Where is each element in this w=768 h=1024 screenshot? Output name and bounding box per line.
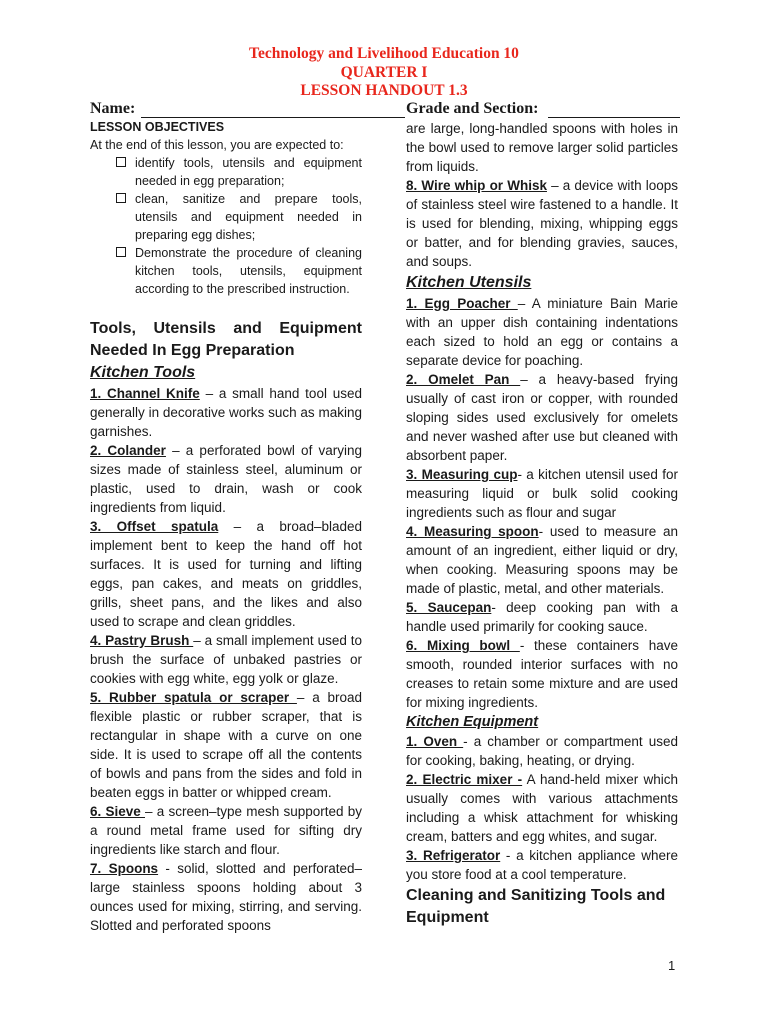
checkbox-icon [116,157,126,167]
spoons-continuation: are large, long-handled spoons with holes in the bowl used to remove larger solid particles from liquids. [406,121,678,174]
cleaning-sanitizing-heading: Cleaning and Sanitizing Tools and Equipment [406,887,666,926]
utensil-item: 1. Egg Poacher – A miniature Bain Marie with an upper dish containing indentations each sized to hold an egg or contains a separate device for poaching. [406,296,678,368]
tool-item: 3. Offset spatula – a broad–bladed implement bent to keep the hand off hot surfaces. It is used for turning and lifting eggs, pan cakes, and meats on griddles, grills, sheet pans, and the likes and also used to scrape and clean griddles. [90,519,362,629]
kitchen-equipment-heading: Kitchen Equipment [406,714,539,730]
objectives-list [90,154,362,298]
kitchen-tools-heading: Kitchen Tools [90,364,196,381]
equipment-item: 3. Refrigerator - a kitchen appliance where you store food at a cool temperature. [406,848,678,882]
objective-item [90,190,362,244]
tool-item: 2. Colander – a perforated bowl of varying sizes made of stainless steel, aluminum or plastic, used to drain, wash or cook ingredients from liquid. [90,443,362,515]
tool-item: 4. Pastry Brush – a small implement used to brush the surface of unbaked pastries or cookies with egg white, egg yolk or glaze. [90,633,362,686]
student-info-row [90,100,680,120]
utensil-item: 2. Omelet Pan – a heavy-based frying usually of cast iron or copper, with rounded sloping sides used exclusively for omelets and never washed after use but cleaned with absorbent paper. [406,372,678,463]
equipment-item: 1. Oven - a chamber or compartment used for cooking, baking, heating, or drying. [406,734,678,768]
objective-text: clean, sanitize and prepare tools, utensils and equipment needed in preparing egg dishes; [135,192,362,242]
grade-section-field-line [548,117,680,118]
name-label: Name: [90,100,136,117]
objective-text: identify tools, utensils and equipment needed in egg preparation; [135,156,362,188]
tool-item: 8. Wire whip or Whisk – a device with loops of stainless steel wire fastened to a handle. It is used for blending, mixing, whipping eggs or batter, and for blending gravies, sauces, and soups. [406,178,678,269]
checkbox-icon [116,193,126,203]
document-subject-title: Technology and Livelihood Education 10 [249,45,519,62]
checkbox-icon [116,247,126,257]
utensil-item: 6. Mixing bowl - these containers have smooth, rounded interior surfaces with no creases to retain some mixture and are used for mixing ingredients. [406,638,678,710]
handout-number: LESSON HANDOUT 1.3 [300,82,468,99]
utensil-item: 5. Saucepan- deep cooking pan with a handle used primarily for cooking sauce. [406,600,678,634]
tool-item: 7. Spoons - solid, slotted and perforated–large stainless spoons holding about 3 ounces used for mixing, stirring, and serving. Slotted and perforated spoons [90,861,362,933]
objective-item [90,154,362,190]
objective-item [90,244,362,298]
left-column [90,119,362,935]
tool-item: 1. Channel Knife – a small hand tool used generally in decorative works such as making garnishes. [90,386,362,439]
equipment-item: 2. Electric mixer - A hand-held mixer which usually comes with various attachments including a whisk attachment for whisking cream, batters and egg whites, and sugar. [406,772,678,844]
objectives-title: LESSON OBJECTIVES [90,120,225,134]
objective-text: Demonstrate the procedure of cleaning kitchen tools, utensils, equipment according to the prescribed instruction. [135,246,362,296]
grade-section-label: Grade and Section: [406,100,539,117]
tool-item: 5. Rubber spatula or scraper – a broad flexible plastic or rubber scraper, that is rectangular in shape with a curve on one side. It is used to scrape off all the contents of bowls and pans from the sides and fold in beaten eggs in batter or whipped cream. [90,690,363,800]
name-field-line [141,117,405,118]
tool-item: 6. Sieve – a screen–type mesh supported by a round metal frame used for sifting dry ingredients like starch and flour. [90,804,362,857]
kitchen-utensils-heading: Kitchen Utensils [406,274,532,291]
quarter-label: QUARTER I [340,64,428,81]
utensil-item: 3. Measuring cup- a kitchen utensil used for measuring liquid or bulk solid cooking ingredients such as flour and sugar [406,467,678,520]
section-title: Tools, Utensils and Equipment Needed In Egg Preparation [90,320,362,359]
objectives-intro: At the end of this lesson, you are expected to: [90,138,344,152]
right-column [406,119,678,929]
page-number: 1 [668,958,676,973]
utensil-item: 4. Measuring spoon- used to measure an amount of an ingredient, either liquid or dry, when cooking. Measuring spoons may be made of plastic, metal, and other materials. [406,524,678,596]
